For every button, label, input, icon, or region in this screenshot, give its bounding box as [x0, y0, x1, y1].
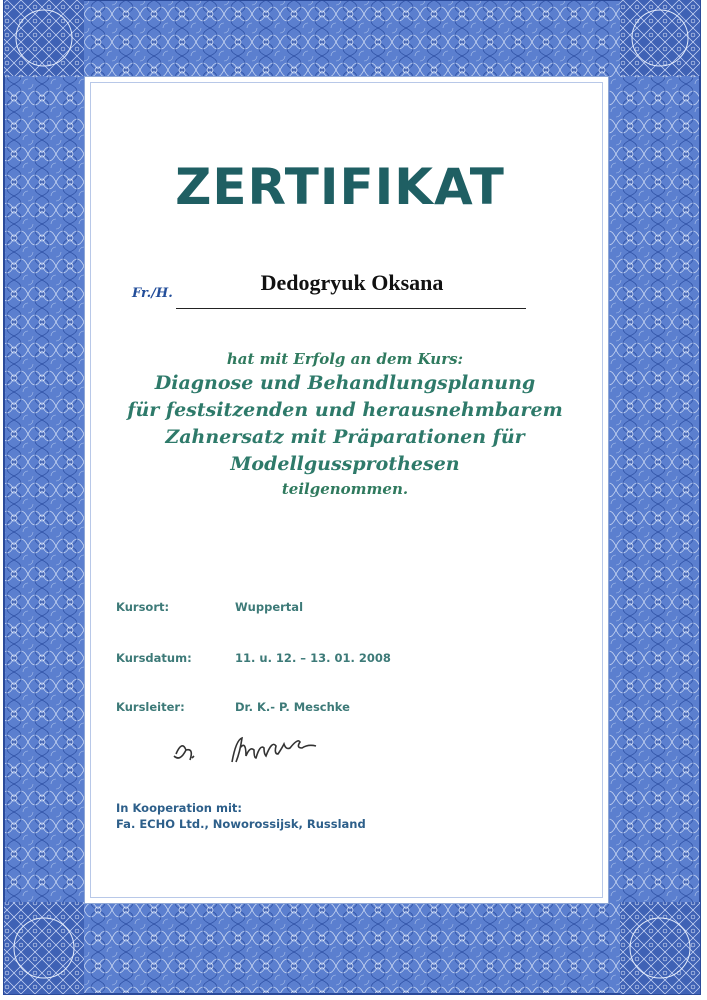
intro-line: hat mit Erfolg an dem Kurs:: [226, 350, 464, 368]
course-location-value: Wuppertal: [235, 600, 304, 614]
cooperation-block: [116, 800, 366, 832]
course-title-line-2: für festsitzenden und herausnehmbarem: [127, 399, 563, 421]
course-location-label: Kursort:: [116, 600, 170, 614]
course-date-label: Kursdatum:: [116, 651, 192, 665]
cooperation-partner: Fa. ECHO Ltd., Noworossijsk, Russland: [116, 817, 366, 831]
recipient-name: Dedogryuk Oksana: [260, 270, 444, 295]
course-title-line-4: Modellgussprothesen: [230, 453, 460, 475]
course-title-line-1: Diagnose und Behandlungsplanung: [154, 372, 536, 394]
course-date-value: 11. u. 12. – 13. 01. 2008: [235, 651, 391, 665]
course-leader-label: Kursleiter:: [116, 700, 185, 714]
name-underline: [176, 308, 526, 309]
certificate-title: ZERTIFIKAT: [175, 158, 505, 216]
course-title-line-3: Zahnersatz mit Präparationen für: [165, 426, 525, 448]
handwritten-signature: [170, 728, 370, 772]
course-leader-value: Dr. K.- P. Meschke: [235, 700, 350, 714]
closing-line: teilgenommen.: [281, 480, 409, 498]
course-description: [60, 348, 630, 500]
salutation-label: Fr./H.: [132, 286, 173, 301]
cooperation-label: In Kooperation mit:: [116, 801, 242, 815]
